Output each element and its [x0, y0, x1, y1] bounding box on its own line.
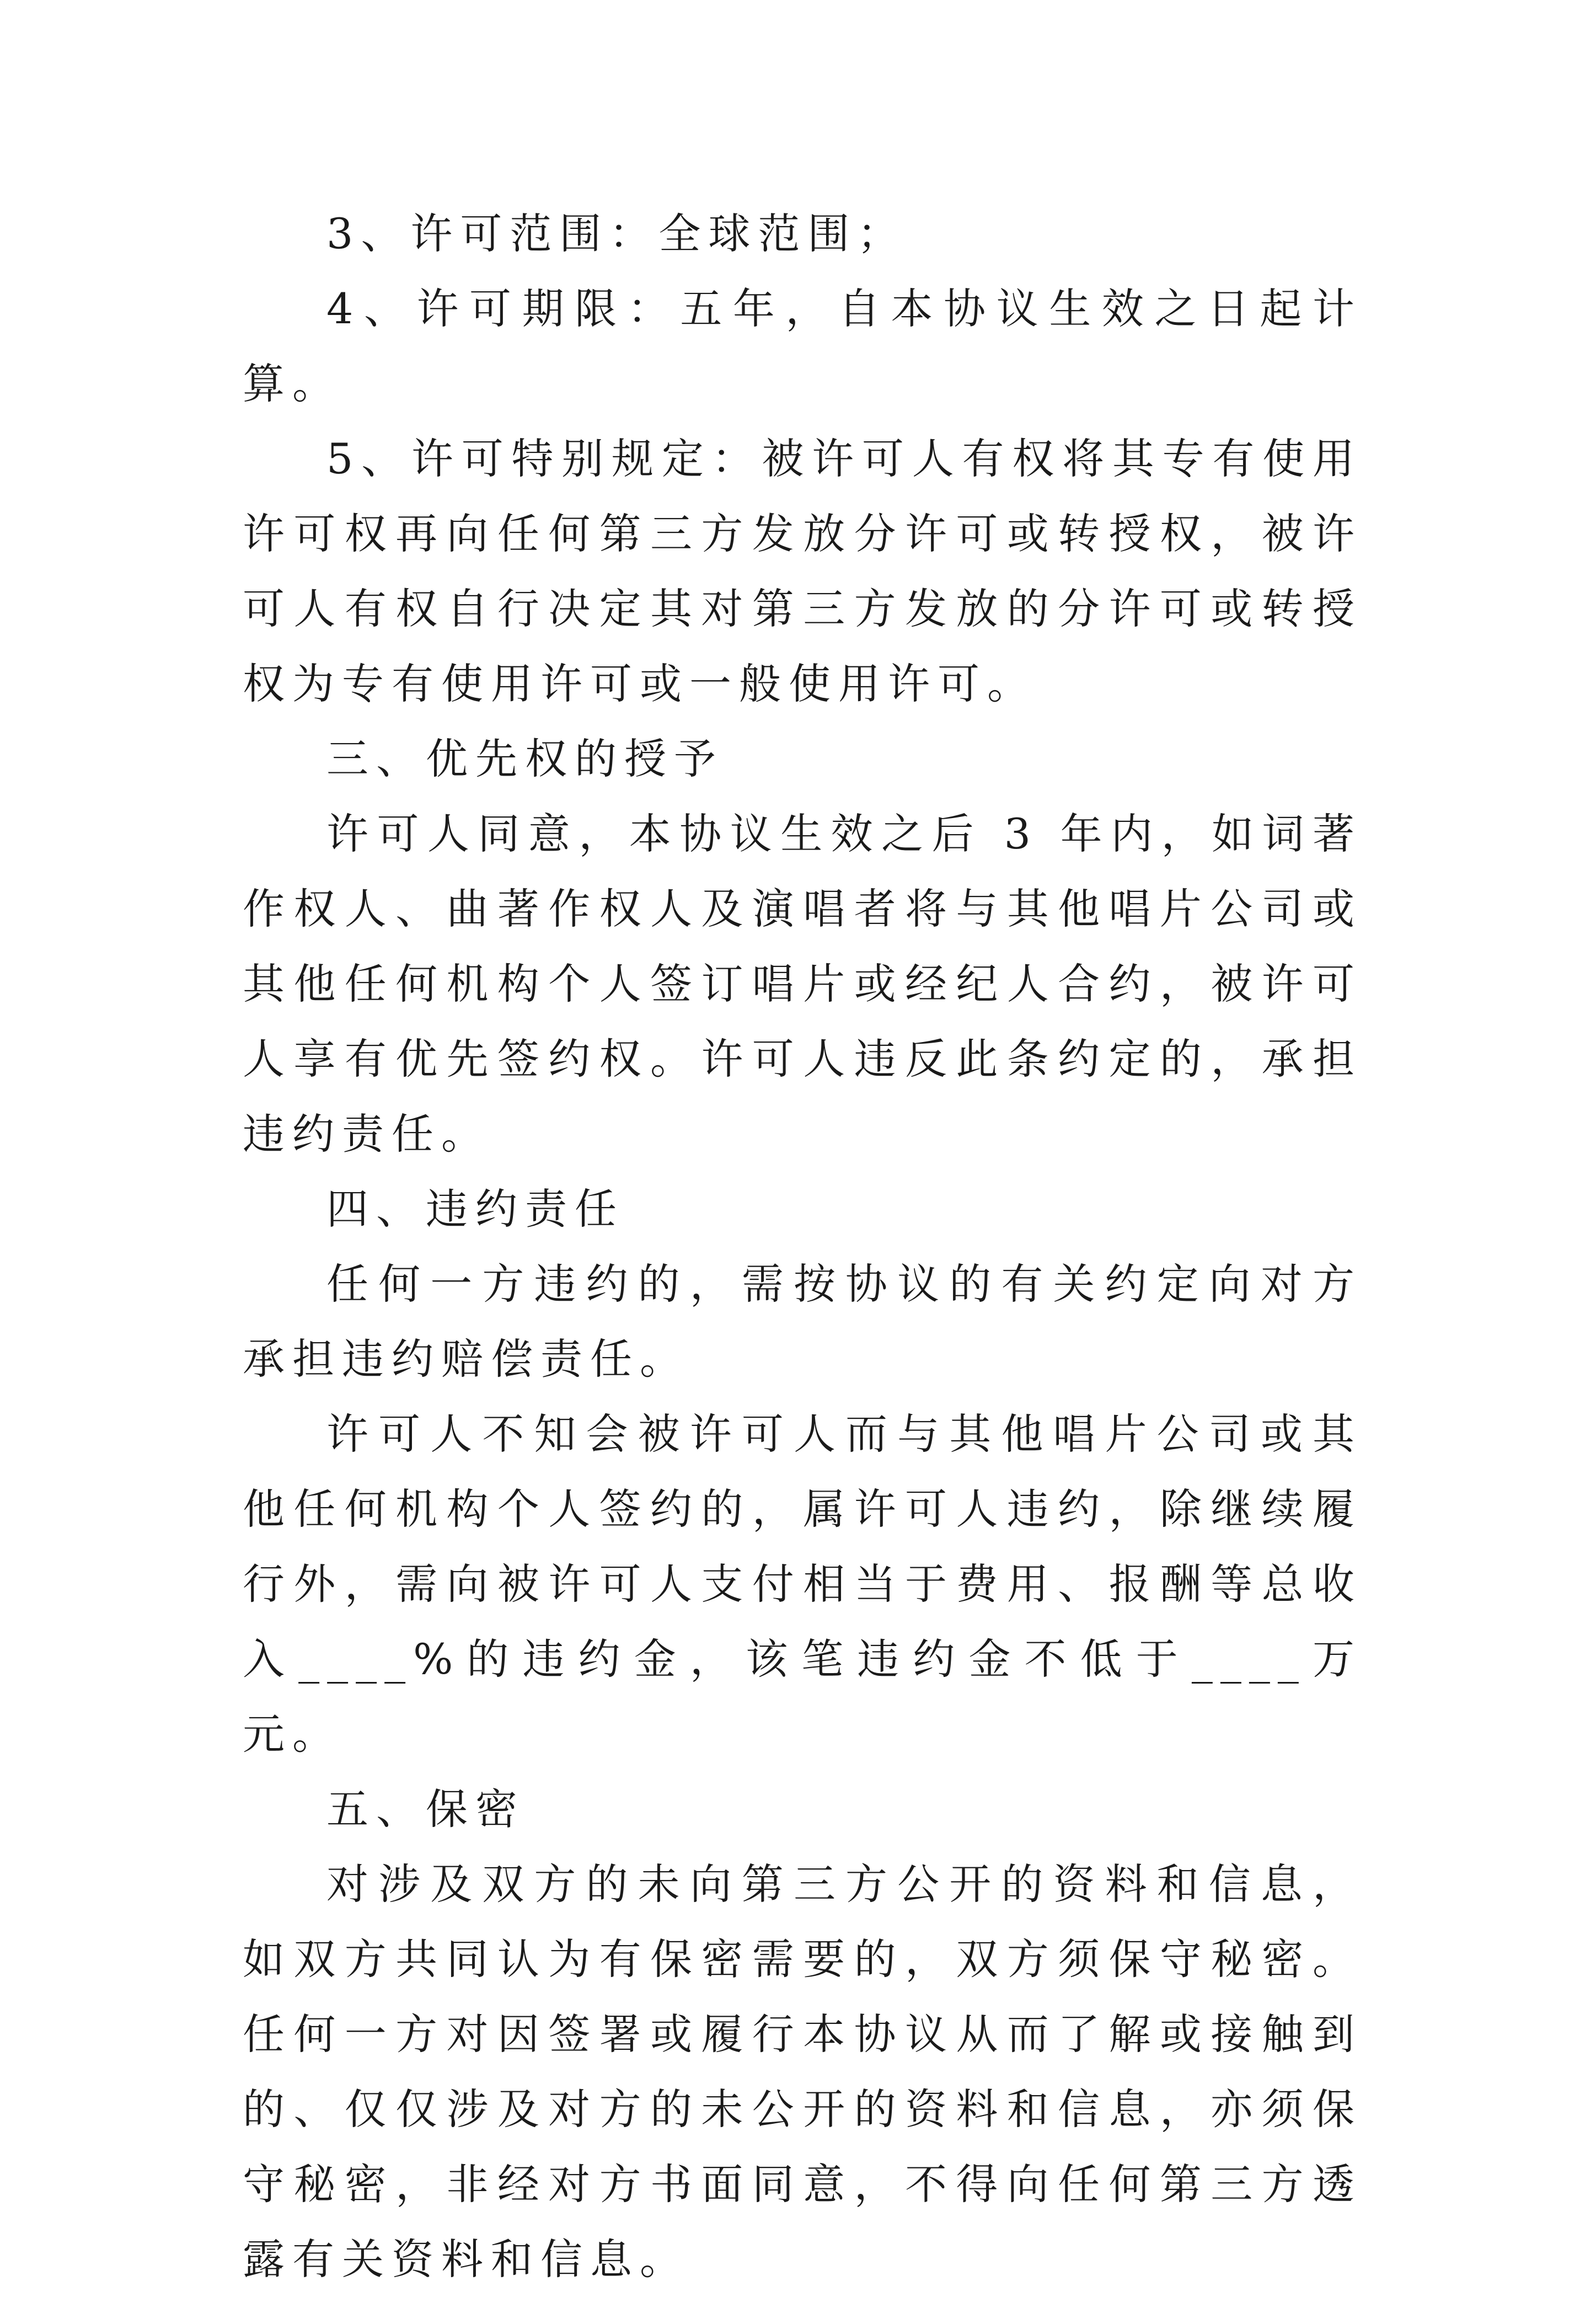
- section-heading-priority-right: 三、优先权的授予: [326, 734, 724, 783]
- clause-license-scope: 3、许可范围：全球范围；: [326, 209, 907, 258]
- paragraph-priority-right: 许可人同意，本协议生效之后 3 年内，如词著作权人、曲著作权人及演唱者将与其他唱片公司或其他任何机构个人签订唱片或经纪人合约，被许可人享有优先签约权。许可人违反此条约定的，承担违约责任。: [243, 809, 1362, 1158]
- clause-special-provisions: 5、许可特别规定：被许可人有权将其专有使用许可权再向任何第三方发放分许可或转授权，被许可人有权自行决定其对第三方发放的分许可或转授权为专有使用许可或一般使用许可。: [243, 434, 1362, 708]
- paragraph-liability-penalty: 许可人不知会被许可人而与其他唱片公司或其他任何机构个人签约的，属许可人违约，除继续履行外，需向被许可人支付相当于费用、报酬等总收入____%的违约金，该笔违约金不低于____万元。: [243, 1409, 1362, 1759]
- clause-license-term: 4、许可期限：五年，自本协议生效之日起计算。: [243, 284, 1362, 408]
- section-heading-confidentiality: 五、保密: [326, 1785, 525, 1834]
- document-body: [243, 196, 1362, 2297]
- section-heading-liability: 四、违约责任: [326, 1184, 624, 1233]
- paragraph-liability-general: 任何一方违约的，需按协议的有关约定向对方承担违约赔偿责任。: [243, 1259, 1362, 1383]
- paragraph-confidentiality: 对涉及双方的未向第三方公开的资料和信息，如双方共同认为有保密需要的，双方须保守秘密。任何一方对因签署或履行本协议从而了解或接触到的、仅仅涉及对方的未公开的资料和信息，亦须保守秘密，非经对方书面同意，不得向任何第三方透露有关资料和信息。: [243, 1860, 1362, 2284]
